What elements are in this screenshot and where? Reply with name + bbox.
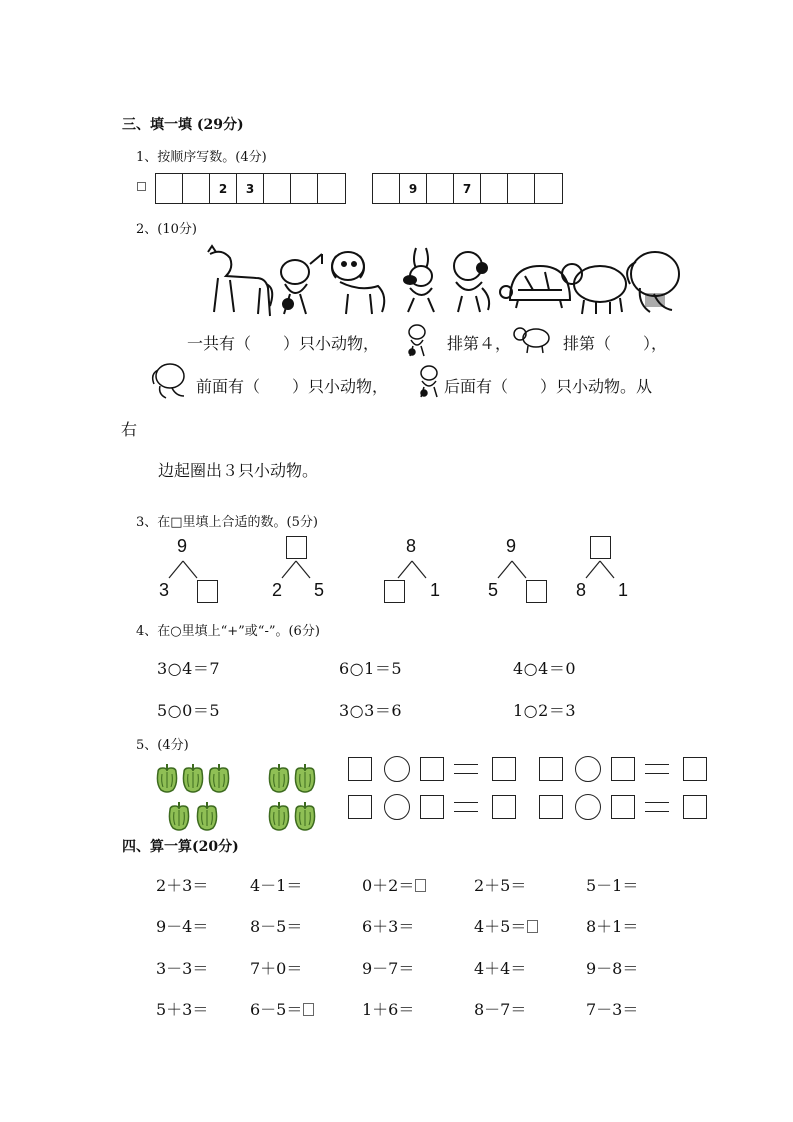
tree-top-box[interactable]: [590, 536, 611, 559]
calc-item: [362, 914, 414, 937]
green-pepper-icon: [266, 762, 292, 794]
calc-item: [474, 873, 526, 896]
answer-box[interactable]: [492, 795, 516, 819]
sequence-row-1: [155, 173, 346, 204]
sequence-cell[interactable]: [156, 174, 183, 203]
section4-title: 四、算一算(20分): [122, 839, 239, 855]
calc-expression: 5－1＝: [586, 876, 639, 895]
q2-line1-c: 排第（ ），: [563, 334, 668, 353]
sequence-cell[interactable]: [183, 174, 210, 203]
green-pepper-icon: [154, 762, 180, 794]
answer-box[interactable]: [492, 757, 516, 781]
calc-expression: 9－7＝: [362, 959, 415, 978]
turtle-icon: [500, 266, 570, 308]
calc-expression: 0＋2＝: [362, 876, 415, 895]
equals-sign: [645, 802, 669, 812]
calc-expression: 9－4＝: [156, 917, 209, 936]
q2-line4: 边起圈出３只小动物。: [158, 461, 319, 480]
operator-circle[interactable]: [575, 794, 601, 820]
calc-expression: 5＋3＝: [156, 1000, 209, 1019]
q2-line1-a: 一共有（ ）只小动物，: [187, 334, 380, 353]
answer-box[interactable]: [539, 757, 563, 781]
tree-left-number: 8: [576, 580, 587, 600]
calc-expression: 4－1＝: [250, 876, 303, 895]
calc-expression: 3－3＝: [156, 959, 209, 978]
tree-branches: [492, 560, 532, 580]
equals-sign: [454, 802, 478, 812]
calc-expression: 4＋5＝: [474, 917, 527, 936]
calc-item: [474, 914, 538, 937]
sequence-row-2: [372, 173, 563, 204]
tree-left-number: 3: [159, 580, 170, 600]
tree-right-number: 1: [430, 580, 441, 600]
calc-item: [474, 956, 526, 979]
calc-expression: 9－8＝: [586, 959, 639, 978]
answer-box[interactable]: [420, 795, 444, 819]
horse-icon: [208, 246, 272, 316]
answer-box[interactable]: [539, 795, 563, 819]
q1-small-box: [137, 182, 146, 191]
dog-icon: [332, 252, 384, 314]
operator-circle[interactable]: [384, 756, 410, 782]
tree-top-number: 9: [177, 536, 188, 556]
answer-box[interactable]: [420, 757, 444, 781]
sheep-icon: [562, 264, 626, 314]
elephant-icon: [627, 252, 679, 312]
tree-right-box[interactable]: [197, 580, 218, 603]
answer-box[interactable]: [683, 757, 707, 781]
calc-item: [156, 956, 208, 979]
q2-line2-b: 后面有（ ）只小动物。从: [444, 377, 653, 396]
calc-item: [362, 997, 414, 1020]
calc-expression: 1＋6＝: [362, 1000, 415, 1019]
sequence-cell[interactable]: [291, 174, 318, 203]
sequence-cell[interactable]: [373, 174, 400, 203]
calc-item: [156, 873, 208, 896]
calc-item: [250, 914, 302, 937]
tree-branches: [163, 560, 203, 580]
q4-item: 5○0＝5: [157, 701, 221, 720]
q5-label: 5、(4分): [136, 738, 189, 753]
calc-item: [586, 997, 638, 1020]
sequence-cell[interactable]: 9: [400, 174, 427, 203]
calc-item: [586, 914, 638, 937]
answer-box[interactable]: [611, 757, 635, 781]
equals-sign: [454, 764, 478, 774]
answer-box[interactable]: [348, 757, 372, 781]
green-pepper-icon: [166, 800, 192, 832]
sequence-cell[interactable]: [427, 174, 454, 203]
calc-item: [250, 956, 302, 979]
answer-small-box[interactable]: [303, 1003, 314, 1016]
calc-item: [156, 997, 208, 1020]
green-pepper-icon: [194, 800, 220, 832]
calc-expression: 8＋1＝: [586, 917, 639, 936]
q2-label: 2、(10分): [136, 222, 197, 237]
sequence-cell[interactable]: [318, 174, 345, 203]
calc-item: [474, 997, 526, 1020]
calc-expression: 8－5＝: [250, 917, 303, 936]
answer-box[interactable]: [348, 795, 372, 819]
sequence-cell[interactable]: [508, 174, 535, 203]
q2-line1-b: 排第４，: [447, 334, 512, 353]
green-pepper-icon: [292, 800, 318, 832]
tree-branches: [580, 560, 620, 580]
tree-left-number: 2: [272, 580, 283, 600]
calc-item: [250, 997, 314, 1020]
calc-item: [250, 873, 302, 896]
sequence-cell[interactable]: [481, 174, 508, 203]
green-pepper-icon: [206, 762, 232, 794]
animal-row-illustration: [200, 244, 690, 319]
q4-item: 3○4＝7: [157, 659, 221, 678]
sequence-cell[interactable]: [264, 174, 291, 203]
answer-small-box[interactable]: [527, 920, 538, 933]
dancing-dog-small-icon: [402, 322, 434, 358]
tree-left-box[interactable]: [384, 580, 405, 603]
tree-branches: [276, 560, 316, 580]
sequence-cell[interactable]: 2: [210, 174, 237, 203]
q4-item: 3○3＝6: [339, 701, 403, 720]
calc-expression: 7－3＝: [586, 1000, 639, 1019]
sequence-cell[interactable]: 7: [454, 174, 481, 203]
dog-small-icon: [414, 363, 444, 399]
operator-circle[interactable]: [384, 794, 410, 820]
calc-item: [362, 956, 414, 979]
green-pepper-icon: [266, 800, 292, 832]
section3-title: 三、填一填 (29分): [122, 117, 244, 133]
answer-box[interactable]: [611, 795, 635, 819]
answer-small-box[interactable]: [415, 879, 426, 892]
tree-right-number: 5: [314, 580, 325, 600]
q4-item: 4○4＝0: [513, 659, 577, 678]
q4-label: 4、在○里填上“+”或“-”。(6分): [136, 624, 320, 639]
equals-sign: [645, 764, 669, 774]
tree-branches: [392, 560, 432, 580]
calc-expression: 2＋3＝: [156, 876, 209, 895]
tree-right-box[interactable]: [526, 580, 547, 603]
calc-expression: 7＋0＝: [250, 959, 303, 978]
tree-top-number: 9: [506, 536, 517, 556]
dancing-dog-icon: [281, 254, 322, 314]
calc-expression: 6＋3＝: [362, 917, 415, 936]
operator-circle[interactable]: [575, 756, 601, 782]
calc-expression: 6－5＝: [250, 1000, 303, 1019]
calc-item: [156, 914, 208, 937]
tree-right-number: 1: [618, 580, 629, 600]
monkey-icon: [454, 252, 489, 312]
calc-item: [362, 873, 426, 896]
q2-line3: 右: [121, 420, 138, 439]
tree-left-number: 5: [488, 580, 499, 600]
answer-box[interactable]: [683, 795, 707, 819]
rabbit-icon: [404, 248, 434, 312]
sequence-cell[interactable]: [535, 174, 562, 203]
tree-top-number: 8: [406, 536, 417, 556]
green-pepper-icon: [180, 762, 206, 794]
q4-item: 1○2＝3: [513, 701, 577, 720]
q4-item: 6○1＝5: [339, 659, 403, 678]
tree-top-box[interactable]: [286, 536, 307, 559]
calc-expression: 8－7＝: [474, 1000, 527, 1019]
sheep-small-icon: [512, 324, 552, 354]
calc-item: [586, 873, 638, 896]
calc-item: [586, 956, 638, 979]
elephant-small-icon: [146, 360, 188, 400]
q2-line2-a: 前面有（ ）只小动物，: [196, 377, 389, 396]
q3-label: 3、在□里填上合适的数。(5分): [136, 515, 318, 530]
calc-expression: 4＋4＝: [474, 959, 527, 978]
green-pepper-icon: [292, 762, 318, 794]
q1-label: 1、按顺序写数。(4分): [136, 150, 267, 165]
calc-expression: 2＋5＝: [474, 876, 527, 895]
sequence-cell[interactable]: 3: [237, 174, 264, 203]
